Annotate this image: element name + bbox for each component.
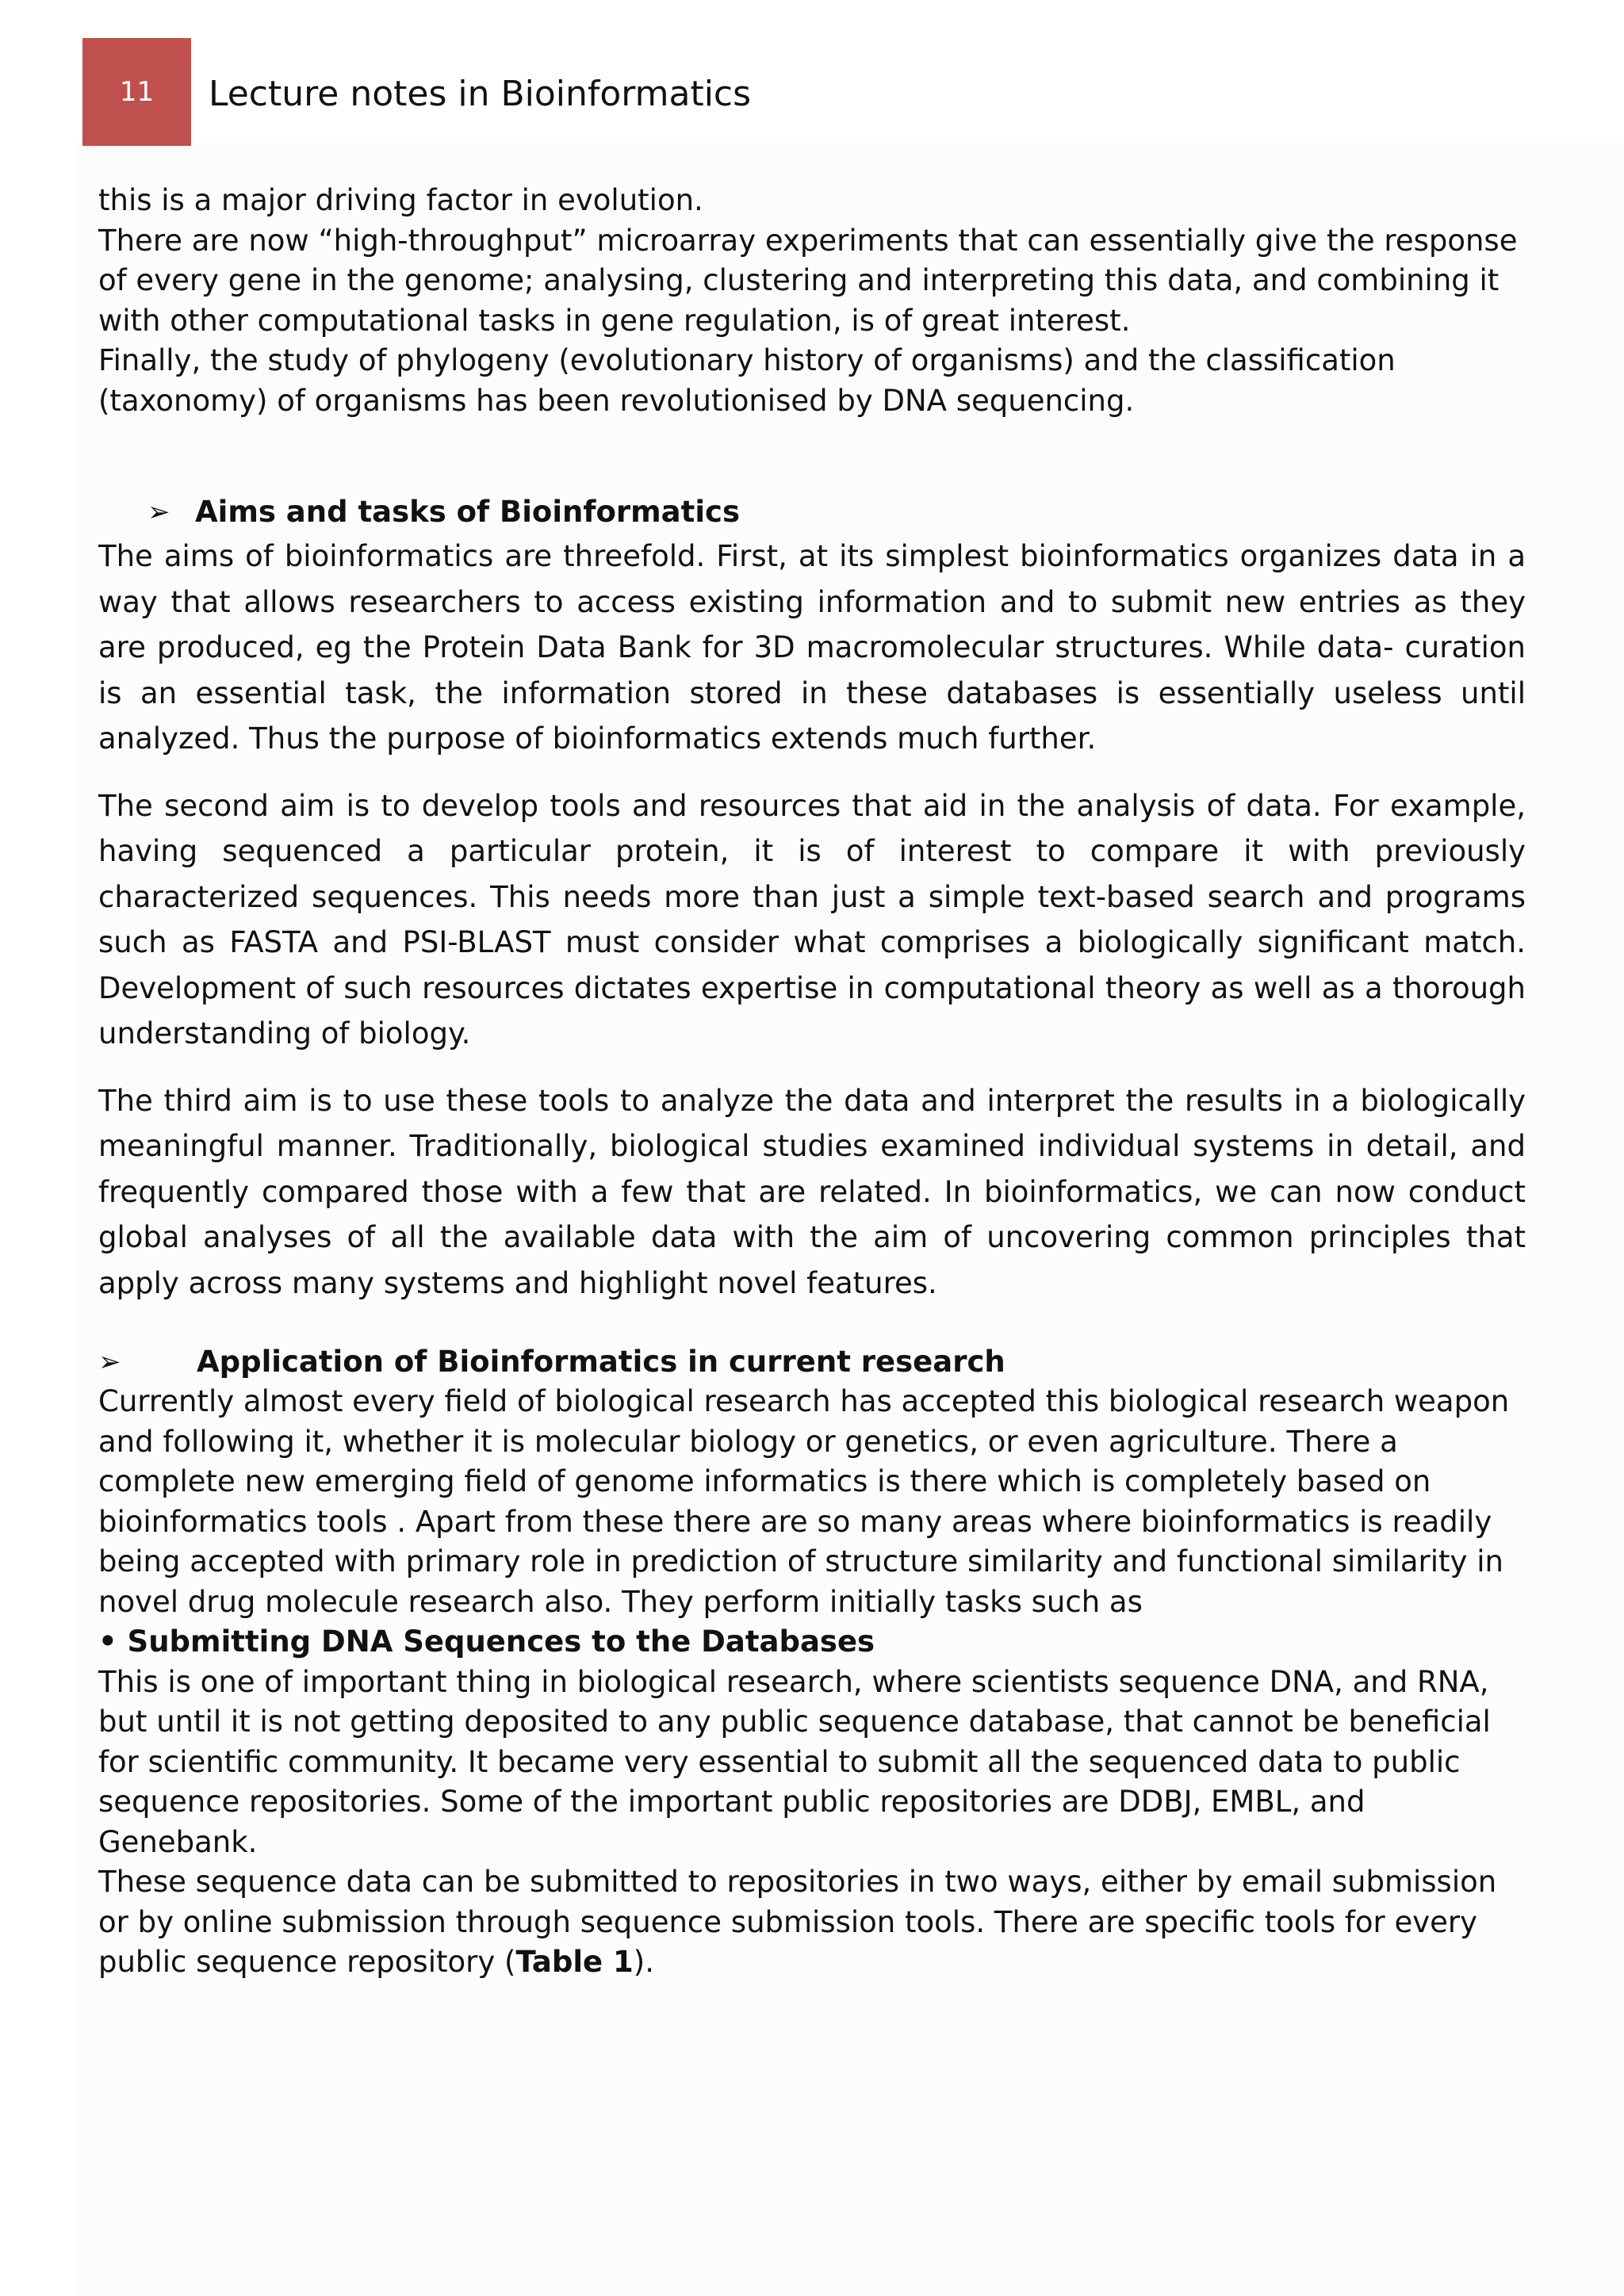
arrow-bullet-icon: ➢ (98, 1346, 121, 1378)
aims-paragraph-3: The third aim is to use these tools to analyze the data and interpret the results in a biologically meaningful manner. Traditionally, biological studies examined individual systems in detail, and frequently compared those with a few that are related. In bioinformatics, we can now conduct global analyses of all the available data with the aim of uncovering common principles that apply across many systems and highlight novel features. (98, 1083, 1526, 1300)
aims-heading-text: Aims and tasks of Bioinformatics (195, 495, 740, 529)
page-header (82, 38, 751, 146)
submitting-heading-text: Submitting DNA Sequences to the Databases (127, 1624, 875, 1659)
application-section (98, 1382, 1526, 1983)
application-heading (98, 1342, 1526, 1382)
intro-section (98, 181, 1526, 421)
table-reference-close: ). (633, 1945, 654, 1979)
intro-line-1: this is a major driving factor in evolution. (98, 183, 703, 217)
aims-paragraph-1: The aims of bioinformatics are threefold. First, at its simplest bioinformatics organizes data in a way that allows researchers to access existing information and to submit new entries as they are produced, eg the Protein Data Bank for 3D macromolecular structures. While data- curation is an essential task, the information stored in these databases is essentially useless until analyzed. Thus the purpose of bioinformatics extends much further. (98, 539, 1526, 756)
application-paragraph: Currently almost every field of biological research has accepted this biological research weapon and following it, whether it is molecular biology or genetics, or even agriculture. There a complete new emerging field of genome informatics is there which is completely based on bioinformatics tools . Apart from these there are so many areas where bioinformatics is readily being accepted with primary role in prediction of structure similarity and functional similarity in novel drug molecule research also. They perform initially tasks such as (98, 1384, 1510, 1619)
arrow-bullet-icon: ➢ (147, 496, 170, 528)
running-title: Lecture notes in Bioinformatics (209, 73, 752, 114)
page-number: 11 (82, 38, 191, 146)
page-content (98, 181, 1526, 1983)
intro-paragraph-3: Finally, the study of phylogeny (evolutionary history of organisms) and the classification (taxonomy) of organisms has been revolutionised by DNA sequencing. (98, 343, 1396, 418)
application-heading-text: Application of Bioinformatics in current research (197, 1345, 1005, 1379)
submitting-paragraph-2-text: These sequence data can be submitted to repositories in two ways, either by email submission or by online submission through sequence submission tools. There are specific tools for every public sequence repository ( (98, 1865, 1497, 1979)
submitting-paragraph-2 (98, 1862, 1526, 1983)
aims-paragraph-2: The second aim is to develop tools and resources that aid in the analysis of data. For example, having sequenced a particular protein, it is of interest to compare it with previously characterized sequences. This needs more than just a simple text-based search and programs such as FASTA and PSI-BLAST must consider what comprises a biologically significant match. Development of such resources dictates expertise in computational theory as well as a thorough understanding of biology. (98, 788, 1526, 1050)
intro-paragraph-2: There are now “high-throughput” microarray experiments that can essentially give the response of every gene in the genome; analysing, clustering and interpreting this data, and combining it with other computational tasks in gene regulation, is of great interest. (98, 223, 1518, 338)
bullet-dot-icon: • (98, 1624, 117, 1659)
aims-heading (98, 492, 1526, 532)
submitting-paragraph-1: This is one of important thing in biological research, where scientists sequence DNA, and RNA, but until it is not getting deposited to any public sequence database, that cannot be beneficial for scientific community. It became very essential to submit all the sequenced data to public sequence repositories. Some of the important public repositories are DDBJ, EMBL, and Genebank. (98, 1664, 1491, 1859)
table-reference: Table 1 (515, 1945, 634, 1979)
submitting-heading (98, 1622, 1526, 1663)
